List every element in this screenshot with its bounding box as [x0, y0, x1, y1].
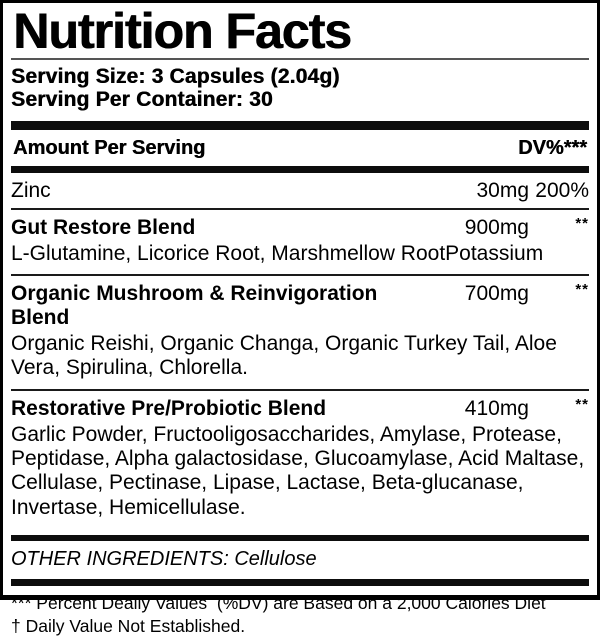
blend-dv: **	[575, 214, 589, 232]
blend-ingredients: Garlic Powder, Fructooligosaccharides, Amylase, Protease, Peptidase, Alpha galactosidase, Glucoamylase, Acid Maltase, Cellulase, Pectinase, Lipase, Lactase, Beta-glucanase, Invertase, Hemicellulase.	[11, 422, 585, 519]
blend-amount: 410mg	[464, 396, 529, 420]
blend-dv: **	[575, 395, 589, 413]
blend-ingredients: Organic Reishi, Organic Changa, Organic Turkey Tail, Aloe Vera, Spirulina, Chlorella.	[11, 332, 557, 380]
other-ingredients: OTHER INGREDIENTS: Cellulose	[11, 547, 317, 570]
divider-above-other-ingredients	[11, 535, 589, 541]
blend-amount: 900mg	[464, 215, 529, 239]
serving-per-container: Serving Per Container: 30	[11, 88, 273, 112]
amount-per-serving-header: Amount Per Serving	[13, 137, 206, 160]
nutrient-dv: 200%	[535, 179, 589, 203]
blend-dv: **	[575, 280, 589, 298]
blend-name: Gut Restore Blend	[11, 215, 196, 239]
footnote-dagger: † Daily Value Not Established.	[11, 615, 246, 636]
blend-name: Organic Mushroom & Reinvigoration Blend	[11, 281, 378, 330]
column-header-row	[11, 134, 589, 162]
thick-divider-header	[11, 166, 589, 173]
nutrient-name: Zinc	[11, 179, 51, 203]
label-title: Nutrition Facts	[13, 3, 351, 59]
divider-below-other-ingredients	[11, 579, 589, 586]
nutrient-row-mushroom-blend	[11, 276, 589, 330]
serving-size: Serving Size: 3 Capsules (2.04g)	[11, 64, 340, 88]
nutrient-amount: 30mg	[476, 179, 529, 203]
dv-header: DV%***	[518, 137, 587, 160]
blend-name: Restorative Pre/Probiotic Blend	[11, 396, 327, 420]
nutrient-row-zinc	[11, 173, 589, 203]
nutrient-row-gut-restore-blend	[11, 210, 589, 240]
blend-ingredients: L-Glutamine, Licorice Root, Marshmellow RootPotassium	[11, 241, 544, 265]
blend-amount: 700mg	[464, 281, 529, 305]
thick-divider-top	[11, 121, 589, 130]
nutrient-row-probiotic-blend	[11, 391, 589, 421]
footnote-dv: *** Percent Deaily Values (%DV) are Based on a 2,000 Calories Diet	[11, 592, 546, 613]
